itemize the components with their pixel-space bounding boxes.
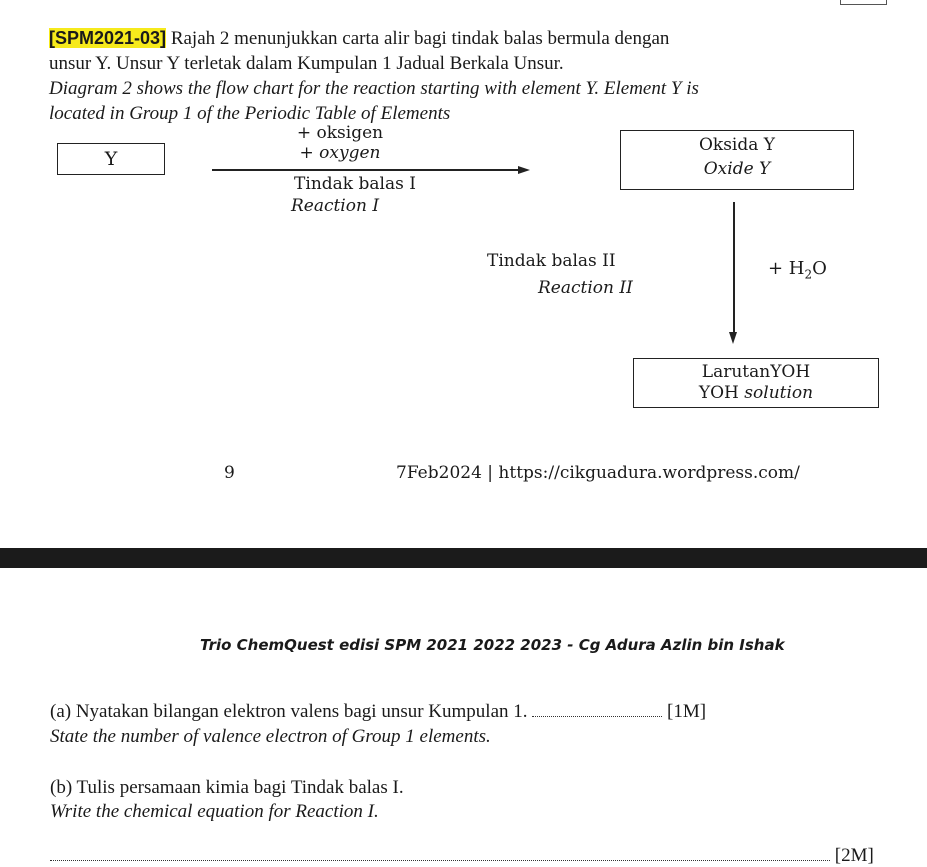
element-y-label: Y	[104, 148, 118, 170]
reagent2-water	[768, 258, 827, 282]
answer-b-line	[50, 845, 874, 867]
page-number: 9	[224, 463, 235, 483]
intro-malay-line2: unsur Y. Unsur Y terletak dalam Kumpulan 1 Jadual Berkala Unsur.	[49, 53, 564, 74]
reaction1-english: Reaction I	[290, 196, 380, 216]
oxide-y-box	[620, 130, 854, 190]
page-divider-band	[0, 548, 927, 568]
reaction1-arrowhead	[518, 166, 530, 174]
reaction1-malay: Tindak balas I	[294, 174, 416, 194]
solution-box	[633, 358, 879, 408]
intro-english-line1: Diagram 2 shows the flow chart for the reaction starting with element Y. Element Y is	[49, 78, 699, 99]
footer-date-url: 7Feb2024 | https://cikguadura.wordpress.com/	[396, 463, 800, 483]
intro-malay-line1: Rajah 2 menunjukkan carta alir bagi tindak balas bermula dengan	[170, 28, 670, 49]
oxide-malay: Oksida Y	[698, 135, 776, 155]
reaction1-arrow	[212, 169, 520, 171]
solution-formula: YOH	[698, 383, 739, 403]
reaction2-arrow	[733, 202, 735, 332]
reagent2-subscript: 2	[804, 267, 813, 282]
question-a-malay	[50, 701, 706, 723]
intro-english-line2: located in Group 1 of the Periodic Table of Elements	[49, 103, 451, 124]
answer-b-dots	[50, 860, 830, 861]
next-page-heading: Trio ChemQuest edisi SPM 2021 2022 2023 - Cg Adura Azlin bin Ishak	[200, 636, 785, 654]
reagent2-suffix: O	[812, 258, 827, 279]
reaction2-arrowhead	[729, 332, 737, 344]
reaction2-english: Reaction II	[538, 278, 633, 298]
question-code: [SPM2021-03]	[49, 28, 167, 48]
question-a-malay-text: (a) Nyatakan bilangan elektron valens bagi unsur Kumpulan 1.	[50, 701, 528, 722]
question-a-marks: [1M]	[667, 701, 707, 722]
reagent1-english: + oxygen	[299, 143, 381, 163]
question-b-malay: (b) Tulis persamaan kimia bagi Tindak balas I.	[50, 777, 404, 798]
reagent2-prefix: + H	[768, 258, 805, 279]
oxide-english: Oxide Y	[703, 159, 771, 179]
solution-english	[634, 383, 878, 403]
solution-word: solution	[744, 383, 814, 403]
question-a-english: State the number of valence electron of Group 1 elements.	[50, 726, 491, 747]
question-b-english: Write the chemical equation for Reaction I.	[50, 801, 379, 822]
answer-a-dots	[532, 716, 662, 717]
reagent1-malay: + oksigen	[296, 123, 384, 143]
question-b-marks: [2M]	[834, 845, 874, 866]
reaction2-malay: Tindak balas II	[487, 251, 616, 271]
element-y-box	[57, 143, 165, 175]
question-intro-line1	[49, 28, 669, 50]
page-corner-mark	[840, 0, 887, 5]
solution-malay: LarutanYOH	[701, 362, 811, 382]
